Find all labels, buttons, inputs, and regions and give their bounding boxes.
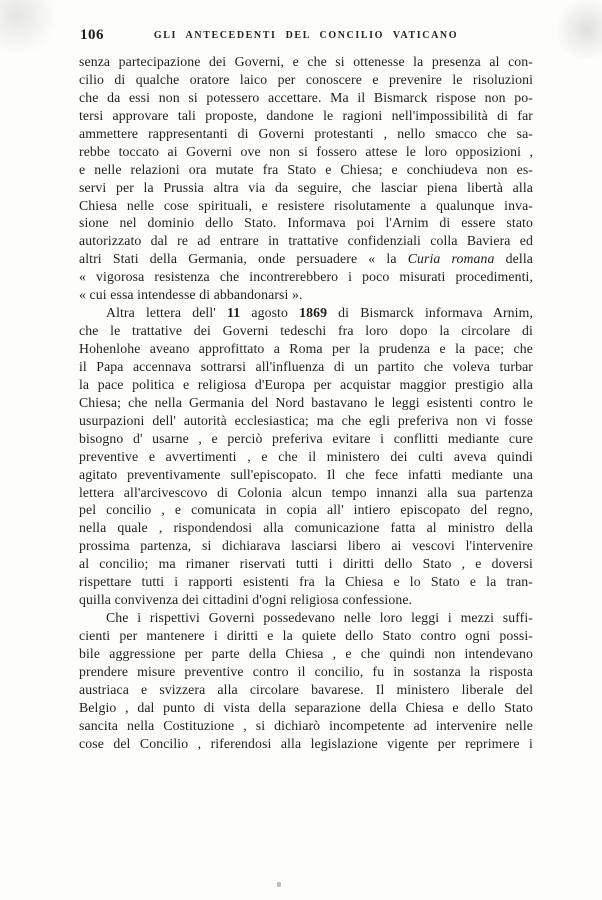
text-line: Chiesa; che nella Germania del Nord bastavano le leggi esistenti contro le: [79, 394, 533, 410]
text-line: Altra lettera dell' 11 agosto 1869 di Bismarck informava Arnim,: [106, 305, 533, 321]
text-line: al concilio; ma rimaner riservati tutti i diritti dello Stato , e doversi: [79, 556, 533, 572]
text-line: nella quale , rispondendosi alla comunicazione fatta al ministro della: [79, 520, 533, 536]
text-line: « cui essa intendesse di abbandonarsi ».: [79, 287, 303, 303]
text-line: altri Stati della Germania, onde persuadere « la Curia romana della: [79, 251, 533, 267]
text-line: tersi approvare tali proposte, dandone le ragioni nell'impossibilità di far: [79, 107, 533, 123]
text-line: preventive e avvertimenti , e che il ministero dei culti aveva quindi: [79, 448, 533, 464]
scan-smudge-top-right: [552, 0, 602, 64]
text-line: Chiesa nelle cose spirituali, e resistere risolutamente a qualunque inva-: [79, 197, 533, 213]
running-title: GLI ANTECEDENTI DEL CONCILIO VATICANO: [153, 30, 459, 41]
text-line: senza partecipazione dei Governi, e che si ottenesse la presenza al con-: [79, 54, 533, 69]
text-line: Che i rispettivi Governi possedevano nelle loro leggi i mezzi suffi-: [106, 610, 533, 626]
text-line: bile aggressione per parte della Chiesa , e che quindi non intendevano: [79, 645, 533, 661]
page-body: [79, 53, 533, 753]
text-line: ammettere rappresentanti di Governi protestanti , nello smacco che sa-: [79, 125, 533, 141]
text-line: che da essi non si potessero accettare. Ma il Bismarck rispose non po-: [79, 89, 533, 105]
paragraph: [79, 609, 533, 753]
page-number: 106: [80, 27, 104, 43]
text-line: autorizzato dal re ad entrare in trattative confidenziali colla Baviera ed: [79, 233, 533, 249]
text-line: prossima partenza, si dichiarava lasciarsi libero ai vescovi l'intervenire: [79, 538, 533, 554]
text-line: pel concilio , e comunicata in copia all' intiero episcopato del regno,: [79, 502, 533, 518]
text-line: servi per la Prussia altra via da seguire, che lasciar piena libertà alla: [79, 179, 533, 195]
text-line: agitato preventivamente sull'episcopato. Il che fece infatti mediante una: [79, 466, 533, 482]
text-line: e nelle relazioni ora mutate fra Stato e Chiesa; e conchiudeva non es-: [79, 161, 533, 177]
text-line: prendere misure preventive contro il concilio, fu in sostanza la risposta: [79, 663, 533, 679]
text-line: bisogno d' usarne , e perciò preferiva evitare i conflitti mediante cure: [79, 430, 533, 446]
text-line: quilla convivenza dei cittadini d'ogni religiosa confessione.: [79, 592, 413, 608]
text-line: Belgio , dal punto di vista della separazione della Chiesa e dello Stato: [79, 699, 533, 715]
page-header: [79, 27, 533, 45]
text-line: sione nel dominio dello Stato. Informava poi l'Arnim di essere stato: [79, 215, 533, 231]
text-line: la pace politica e religiosa d'Europa per acquistar maggior prestigio alla: [79, 376, 533, 392]
paragraph: [79, 53, 533, 304]
text-line: cilio di qualche oratore laico per conoscere e prevenire le risoluzioni: [79, 71, 533, 87]
scan-smudge-top-left: [0, 0, 62, 60]
text-line: Hohenlohe aveano approfittato a Roma per la prudenza e la pace; che: [79, 341, 533, 356]
paragraph: [79, 304, 533, 609]
text-line: rebbe toccato ai Governi ove non si fossero attese le loro opposizioni ,: [79, 143, 533, 159]
text-line: il Papa accennava sottrarsi all'influenza di un partito che voleva turbar: [79, 358, 533, 374]
text-line: « vigorosa resistenza che incontrerebbero i poco misurati procedimenti,: [79, 269, 533, 285]
text-line: austriaca e svizzera alla circolare bavarese. Il ministero liberale del: [79, 681, 533, 697]
text-line: rispettare tutti i rapporti esistenti fra la Chiesa e lo Stato e la tran-: [79, 574, 533, 590]
text-line: usurpazioni dell' autorità ecclesiastica; ma che egli preferiva non vi fosse: [79, 412, 533, 428]
text-line: cose del Concilio , riferendosi alla legislazione vigente per reprimere i: [79, 735, 533, 751]
text-line: cienti per mantenere i diritti e la quiete dello Stato contro ogni possi-: [79, 628, 533, 643]
text-line: che le trattative dei Governi tedeschi fra loro dopo la circolare di: [79, 323, 533, 339]
text-line: lettera all'arcivescovo di Colonia alcun tempo innanzi alla sua partenza: [79, 484, 533, 500]
scan-speck: [277, 882, 281, 887]
text-line: sancita nella Costituzione , si dichiarò incompetente ad intervenire nelle: [79, 717, 533, 733]
